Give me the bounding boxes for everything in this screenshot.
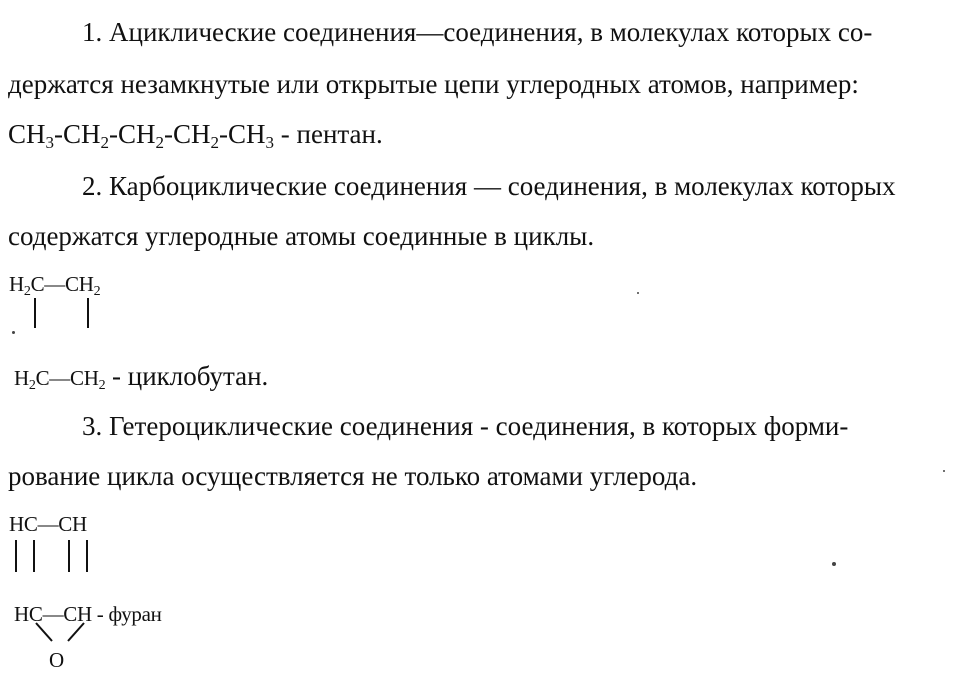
speck [943, 470, 945, 472]
pentane-name: - пентан. [274, 119, 383, 149]
cyclobutane-bottom-row: $H_2C—CH_2$ - циклобутан. [14, 361, 269, 393]
p2-line-1: 2. Карбоциклические соединения — соединения, в молекулах которых [82, 171, 896, 201]
furan-bottom-row: HC—CH - фуран [14, 602, 162, 626]
furan-name: - фуран [91, 602, 162, 626]
p1-line-2: держатся незамкнутые или открытые цепи углеродных атомов, например: [8, 69, 859, 99]
p3-line-1: 3. Гетероциклические соединения - соединения, в которых форми- [82, 411, 849, 441]
cyclobutane-top-row: $H_2C—CH_2$ [9, 272, 101, 299]
p3-line-2: рование цикла осуществляется не только атомами углерода. [8, 461, 698, 491]
furan-oxygen-atom: O [49, 648, 64, 672]
cyclobutane-name: - циклобутан. [105, 361, 269, 391]
p2-line-2: содержатся углеродные атомы соединные в циклы. [8, 221, 595, 251]
speck [832, 562, 836, 566]
furan-top-row: HC—CH [9, 512, 87, 536]
pentane-formula: $CH_3-CH_2-CH_2-CH_2-CH_3$ - пентан. [8, 119, 383, 152]
speck [637, 292, 639, 294]
p1-line-1: 1. Ациклические соединения—соединения, в молекулах которых со- [82, 17, 873, 47]
